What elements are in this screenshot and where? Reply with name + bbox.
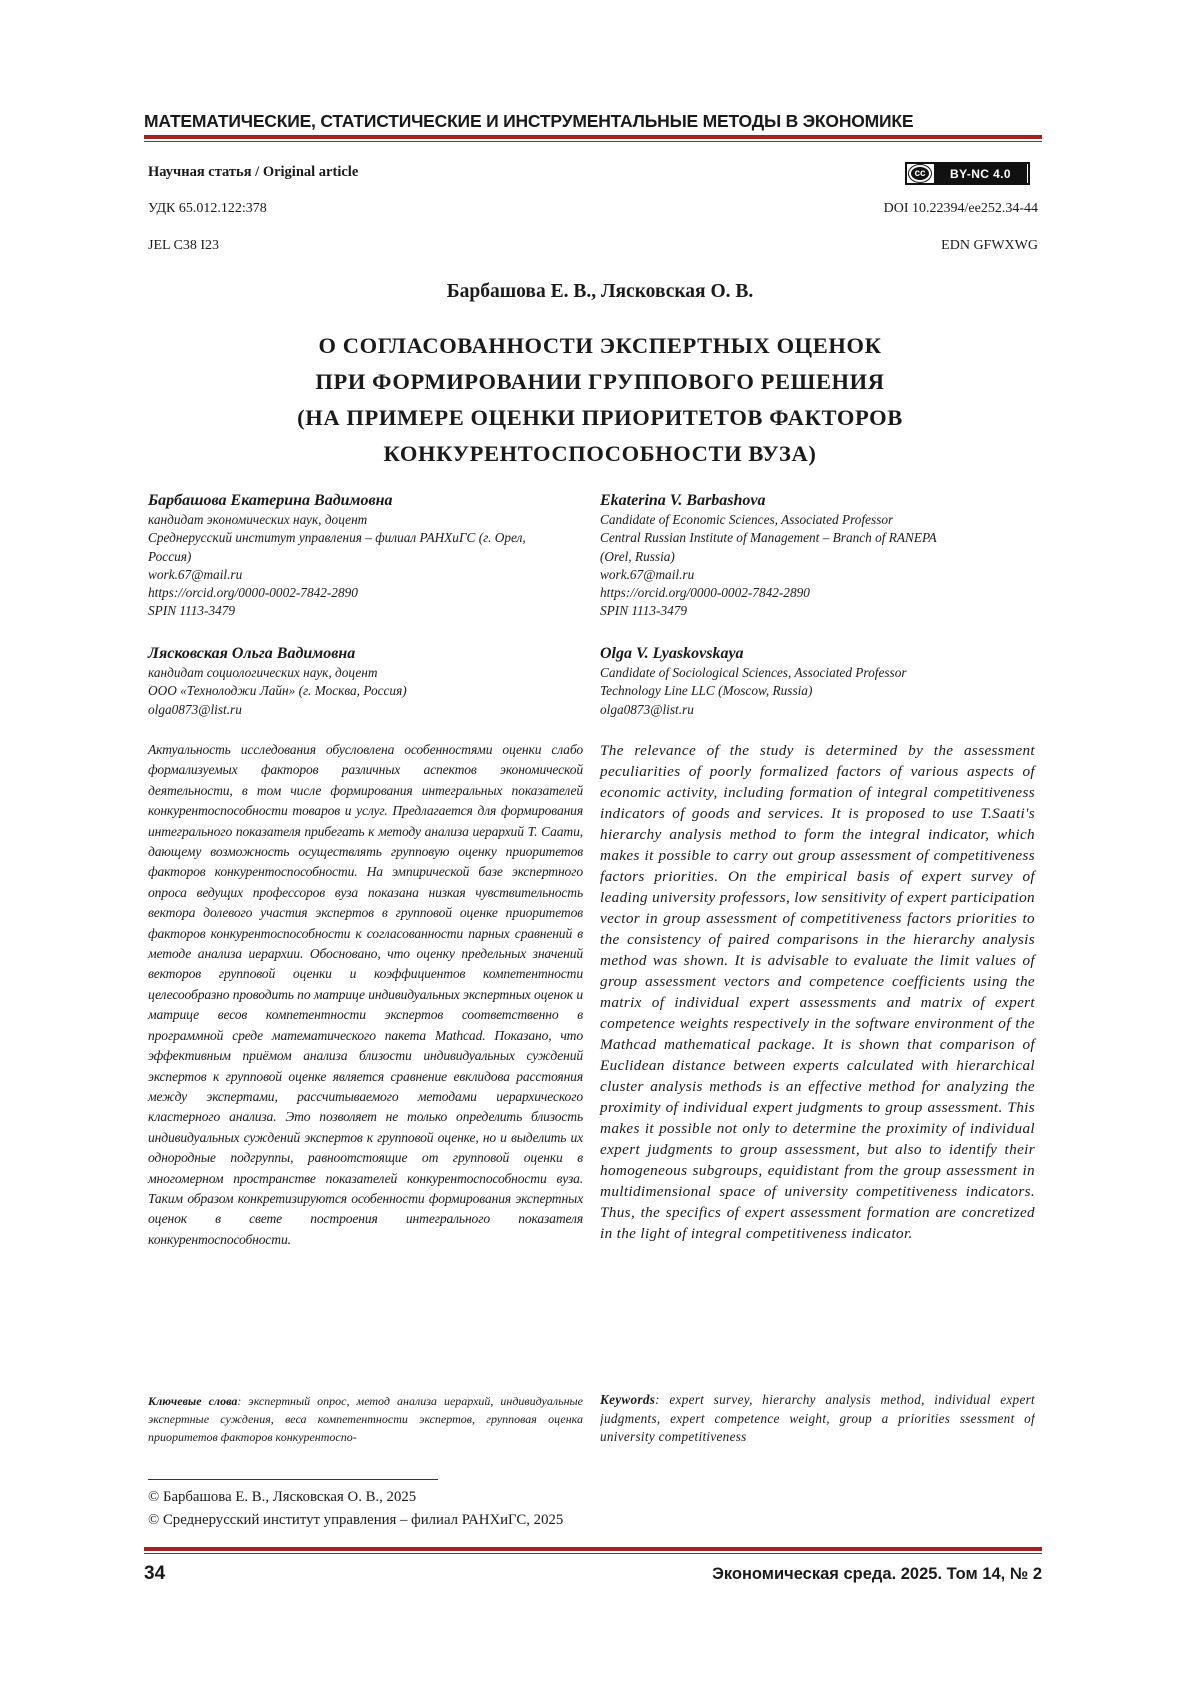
license-badge[interactable] [905, 162, 1030, 185]
keywords-en: Keywords: expert survey, hierarchy analysis method, individual expert judgments, expert competence weight, group a priorities ssessment of university competitiveness [600, 1392, 1035, 1444]
header-rule-thin [144, 141, 1042, 142]
author-info-en-2 [600, 643, 1035, 719]
page-number: 34 [144, 1563, 166, 1584]
author-name: Ekaterina V. Barbashova [600, 492, 766, 509]
edn: EDN GFWXWG [941, 238, 1038, 253]
footnote-rule [148, 1479, 438, 1480]
author-name: Лясковская Ольга Вадимовна [148, 645, 356, 662]
author-spin: SPIN 1113-3479 [148, 603, 236, 619]
footer-rule-thin [144, 1553, 1042, 1554]
keywords-text: expert survey, hierarchy analysis method, individual expert judgments, expert competence weight, group a priorities ssessment of university competitiveness [600, 1392, 1035, 1444]
author-email[interactable]: work.67@mail.ru [148, 566, 243, 582]
author-degree: кандидат экономических наук, доцент [148, 512, 368, 527]
author-email[interactable]: olga0873@list.ru [600, 701, 694, 717]
author-email[interactable]: work.67@mail.ru [600, 566, 695, 582]
keywords-label: Keywords [600, 1392, 656, 1407]
author-affiliation-cont: (Orel, Russia) [600, 548, 675, 564]
copyright-authors: © Барбашова Е. В., Лясковская О. В., 2025 [148, 1489, 417, 1505]
author-degree: Candidate of Economic Sciences, Associated Professor [600, 512, 894, 527]
title-line: О СОГЛАСОВАННОСТИ ЭКСПЕРТНЫХ ОЦЕНОК [318, 333, 882, 358]
author-affiliation: ООО «Технолоджи Лайн» (г. Москва, Россия) [148, 683, 407, 699]
author-name: Барбашова Екатерина Вадимовна [148, 492, 393, 509]
keywords-text: экспертный опрос, метод анализа иерархий, индивидуальные экспертные суждения, веса компетентности экспертов, групповая оценка приоритетов факторов конкурентоспо- [148, 1394, 583, 1444]
author-info-ru-2 [148, 643, 583, 719]
author-affiliation-cont: Россия) [148, 548, 192, 564]
authors-line: Барбашова Е. В., Лясковская О. В. [446, 281, 754, 302]
author-email[interactable]: olga0873@list.ru [148, 701, 242, 717]
author-orcid[interactable]: https://orcid.org/0000-0002-7842-2890 [148, 585, 358, 601]
author-affiliation: Среднерусский институт управления – филиал РАНХиГС (г. Орел, [148, 530, 526, 546]
title-line: КОНКУРЕНТОСПОСОБНОСТИ ВУЗА) [383, 441, 817, 466]
abstract-en: The relevance of the study is determined by the assessment peculiarities of poorly formalized factors of various aspects of economic activity, including formation of integral competitiveness indicators of goods and services. It is proposed to use T.Saati's hierarchy analysis method to form the integral indicator, which makes it possible to carry out group assessment of competitiveness factors priorities. On the empirical basis of expert survey of leading university professors, low sensitivity of expert participation vector in group assessment of competitiveness factors priorities to the consistency of paired comparisons in the hierarchy analysis method was shown. It is advisable to evaluate the limit values of group assessment vectors and competence coefficients using the matrix of individual expert assessments and matrix of expert competence weights respectively in the software environment of the Mathcad mathematical package. It is shown that comparison of Euclidean distance between experts calculated with hierarchical cluster analysis methods is an effective method for analyzing the proximity of individual expert judgments to group assessment. This makes it possible not only to determine the proximity of individual expert judgments to group assessment, but also to identify their homogeneous subgroups, equidistant from the group assessment in multidimensional space of university competitiveness indicators. Thus, the specifics of expert assessment formation are concretized in the light of integral competitiveness indicator. [600, 742, 1035, 1242]
section-header: МАТЕМАТИЧЕСКИЕ, СТАТИСТИЧЕСКИЕ И ИНСТРУМЕНТАЛЬНЫЕ МЕТОДЫ В ЭКОНОМИКЕ [144, 111, 914, 131]
keywords-label: Ключевые слова [148, 1394, 238, 1408]
title-line: ПРИ ФОРМИРОВАНИИ ГРУППОВОГО РЕШЕНИЯ [315, 369, 885, 394]
author-name: Olga V. Lyaskovskaya [600, 645, 744, 662]
title-line: (НА ПРИМЕРЕ ОЦЕНКИ ПРИОРИТЕТОВ ФАКТОРОВ [297, 405, 903, 430]
udc: УДК 65.012.122:378 [148, 201, 267, 216]
journal-citation: Экономическая среда. 2025. Том 14, № 2 [712, 1565, 1042, 1583]
author-affiliation: Technology Line LLC (Moscow, Russia) [600, 683, 813, 699]
author-info-en-1 [600, 490, 1035, 621]
author-orcid[interactable]: https://orcid.org/0000-0002-7842-2890 [600, 585, 810, 601]
author-info-ru-1 [148, 490, 583, 621]
article-type: Научная статья / Original article [148, 164, 359, 180]
header-rule [144, 135, 1042, 139]
copyright-institution: © Среднерусский институт управления – филиал РАНХиГС, 2025 [148, 1512, 564, 1528]
doi[interactable]: DOI 10.22394/ee252.34-44 [883, 201, 1038, 216]
abstract-ru: Актуальность исследования обусловлена особенностями оценки слабо формализуемых факторов различных аспектов экономической деятельности, в том числе формирования интегральных показателей конкурентоспособности товаров и услуг. Предлагается для формирования интегрального показателя прибегать к методу анализа иерархий Т. Саати, дающему возможность осуществлять групповую оценку приоритетов факторов конкурентоспособности. На эмпирической базе экспертного опроса ведущих профессоров вуза показана низкая чувствительность вектора долевого участия экспертов в групповой оценке приоритетов факторов конкурентоспособности к согласованности парных сравнений в методе анализа иерархии. Обосновано, что оценку предельных значений векторов групповой оценки и коэффициентов компетентности целесообразно проводить по матрице индивидуальных экспертных оценок и матрице весов компетентности экспертов соответственно в программной среде математического пакета Mathcad. Показано, что эффективным приёмом анализа близости индивидуальных суждений экспертов к групповой оценке является сравнение евклидова расстояния между экспертами, рассчитываемого методами иерархического кластерного анализа. Это позволяет не только определить близость индивидуальных суждений экспертов к групповой оценке, но и выделить их однородные подгруппы, равноотстоящие от групповой оценки в многомерном пространстве показателей конкурентоспособности вуза. Таким образом конкретизируются особенности формирования экспертных оценок в свете построения интегрального показателя конкурентоспособности. [148, 742, 583, 1247]
author-affiliation: Central Russian Institute of Management – Branch of RANEPA [600, 530, 937, 546]
keywords-ru: Ключевые слова: экспертный опрос, метод анализа иерархий, индивидуальные экспертные суждения, веса компетентности экспертов, групповая оценка приоритетов факторов конкурентоспо- [148, 1394, 583, 1444]
footer-rule [144, 1547, 1042, 1551]
article-title [150, 328, 1050, 472]
author-spin: SPIN 1113-3479 [600, 603, 688, 619]
jel: JEL C38 I23 [148, 238, 220, 253]
author-degree: Candidate of Sociological Sciences, Associated Professor [600, 665, 907, 680]
license-label: BY-NC 4.0 [934, 164, 1027, 183]
author-degree: кандидат социологических наук, доцент [148, 665, 378, 680]
cc-icon: cc [909, 165, 931, 182]
